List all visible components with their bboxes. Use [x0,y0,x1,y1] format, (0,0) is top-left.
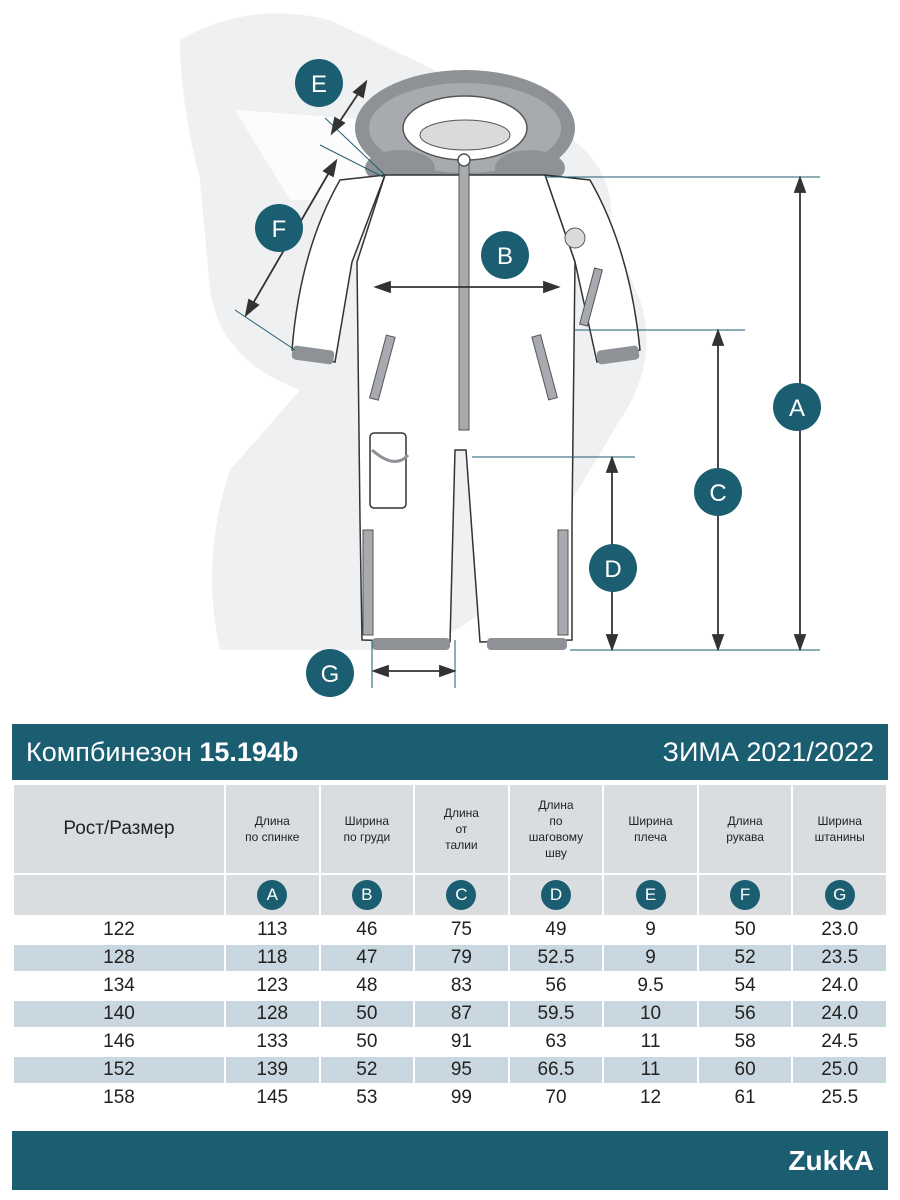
value-cell: 49 [545,919,567,940]
column-header-line: Ширина [817,814,862,828]
svg-text:G: G [320,661,340,688]
column-header-g [793,785,886,873]
table-row [14,1029,886,1055]
season-label: ЗИМА 2021/2022 [662,737,874,767]
badge-f [255,204,303,252]
value-cell: 9.5 [637,975,664,996]
svg-text:F: F [271,216,287,243]
footer-bar [12,1131,888,1190]
badge-cell-d [510,875,603,915]
measurement-badge: F [730,880,760,910]
value-cell: 145 [256,1087,289,1108]
value-cell: 25.5 [821,1087,859,1108]
product-model: 15.194b [199,737,299,767]
leg-pocket [370,433,406,508]
value-cell: 139 [226,1057,319,1083]
badge-cell-b [321,875,414,915]
title-bar [12,724,888,780]
value-cell: 24.5 [821,1031,859,1052]
measurement-badge: E [636,880,666,910]
value-cell: 59.5 [510,1001,603,1027]
value-cell: 50 [734,919,756,940]
size-cell: 122 [103,919,135,940]
column-header-line: шву [545,846,567,860]
table-row [14,1001,886,1027]
measurement-badge: B [352,880,382,910]
value-cell: 24.0 [821,975,859,996]
value-cell: 91 [450,1031,472,1052]
badge-a [773,383,821,431]
column-header-c [415,785,508,873]
badge-c [694,468,742,516]
value-cell: 56 [699,1001,792,1027]
value-cell: 46 [356,919,378,940]
badge-g [306,649,354,697]
left-leg-zip [363,530,373,635]
value-cell: 118 [226,945,319,971]
value-cell: 11 [640,1031,661,1052]
column-header-line: Длина [538,798,574,812]
left-boot-cuff [372,638,450,650]
value-cell: 23.5 [793,945,886,971]
value-cell: 63 [545,1031,567,1052]
badge-row-blank [14,875,224,915]
center-zipper [459,160,469,430]
value-cell: 52 [321,1057,414,1083]
measurement-badge: A [257,880,287,910]
value-cell: 123 [256,975,289,996]
measurement-badge: C [446,880,476,910]
badge-b [481,231,529,279]
column-header-line: рукава [726,830,764,844]
column-header-line: Длина [727,814,763,828]
value-cell: 83 [450,975,472,996]
value-cell: 25.0 [793,1057,886,1083]
product-name: Компбинезон [26,737,192,767]
badge-cell-a [226,875,319,915]
value-cell: 133 [256,1031,289,1052]
size-cell: 128 [14,945,224,971]
value-cell: 52.5 [510,945,603,971]
value-cell: 99 [450,1087,472,1108]
badge-e [295,59,343,107]
column-header-line: по [549,814,563,828]
svg-text:B: B [496,243,514,270]
value-cell: 75 [450,919,472,940]
size-cell: 146 [103,1031,135,1052]
size-cell: 134 [103,975,135,996]
size-cell: 140 [14,1001,224,1027]
badge-row [14,875,886,915]
brand-logo [788,1145,874,1177]
column-header-d [510,785,603,873]
value-cell: 24.0 [793,1001,886,1027]
value-cell: 87 [415,1001,508,1027]
value-cell: 113 [257,919,288,940]
value-cell: 56 [545,975,567,996]
value-cell: 95 [415,1057,508,1083]
table-row [14,1085,886,1111]
value-cell: 11 [604,1057,697,1083]
measurement-badge: D [541,880,571,910]
column-header-line: по груди [343,830,391,844]
table-row [14,1057,886,1083]
svg-text:C: C [709,480,727,507]
sleeve-badge [565,228,585,248]
column-header-e [604,785,697,873]
column-header-line: по спинке [245,830,300,844]
value-cell: 66.5 [510,1057,603,1083]
brand-logo-rest: ukkA [805,1145,874,1176]
value-cell: 79 [415,945,508,971]
size-column-header: Рост/Размер [14,785,224,873]
brand-logo-z: Z [788,1145,806,1176]
table-row [14,917,886,943]
right-boot-cuff [487,638,567,650]
value-cell: 58 [734,1031,756,1052]
value-cell: 54 [734,975,756,996]
column-header-line: Ширина [628,814,673,828]
column-header-f [699,785,792,873]
column-header-line: Ширина [344,814,390,828]
column-header-a [226,785,319,873]
value-cell: 50 [356,1031,378,1052]
value-cell: 61 [734,1087,756,1108]
column-header-line: талии [445,838,478,852]
value-cell: 10 [604,1001,697,1027]
value-cell: 70 [545,1087,567,1108]
svg-text:A: A [788,395,806,422]
measurement-badge: G [825,880,855,910]
svg-text:E: E [310,71,328,98]
value-cell: 9 [645,919,656,940]
value-cell: 47 [321,945,414,971]
svg-text:D: D [604,556,622,583]
right-leg-zip [558,530,568,635]
badge-cell-c [415,875,508,915]
badge-cell-f [699,875,792,915]
column-header-b [321,785,414,873]
column-header-line: плеча [634,830,667,844]
size-cell: 152 [14,1057,224,1083]
column-header-line: от [455,822,468,836]
badge-cell-g [793,875,886,915]
value-cell: 9 [604,945,697,971]
value-cell: 53 [356,1087,378,1108]
column-header-line: Длина [254,814,290,828]
value-cell: 128 [226,1001,319,1027]
table-row [14,973,886,999]
value-cell: 12 [639,1087,662,1108]
column-header-line: шаговому [528,830,584,844]
size-cell: 158 [103,1087,135,1108]
zipper-pull [458,154,470,166]
size-table [12,783,888,1113]
column-header-line: штанины [814,830,865,844]
value-cell: 48 [356,975,378,996]
table-row [14,945,886,971]
value-cell: 52 [699,945,792,971]
value-cell: 60 [699,1057,792,1083]
badge-d [589,544,637,592]
column-header-line: Длина [443,806,479,820]
product-title [26,737,298,768]
header-row [14,785,886,873]
value-cell: 23.0 [821,919,859,940]
value-cell: 50 [321,1001,414,1027]
badge-cell-e [604,875,697,915]
